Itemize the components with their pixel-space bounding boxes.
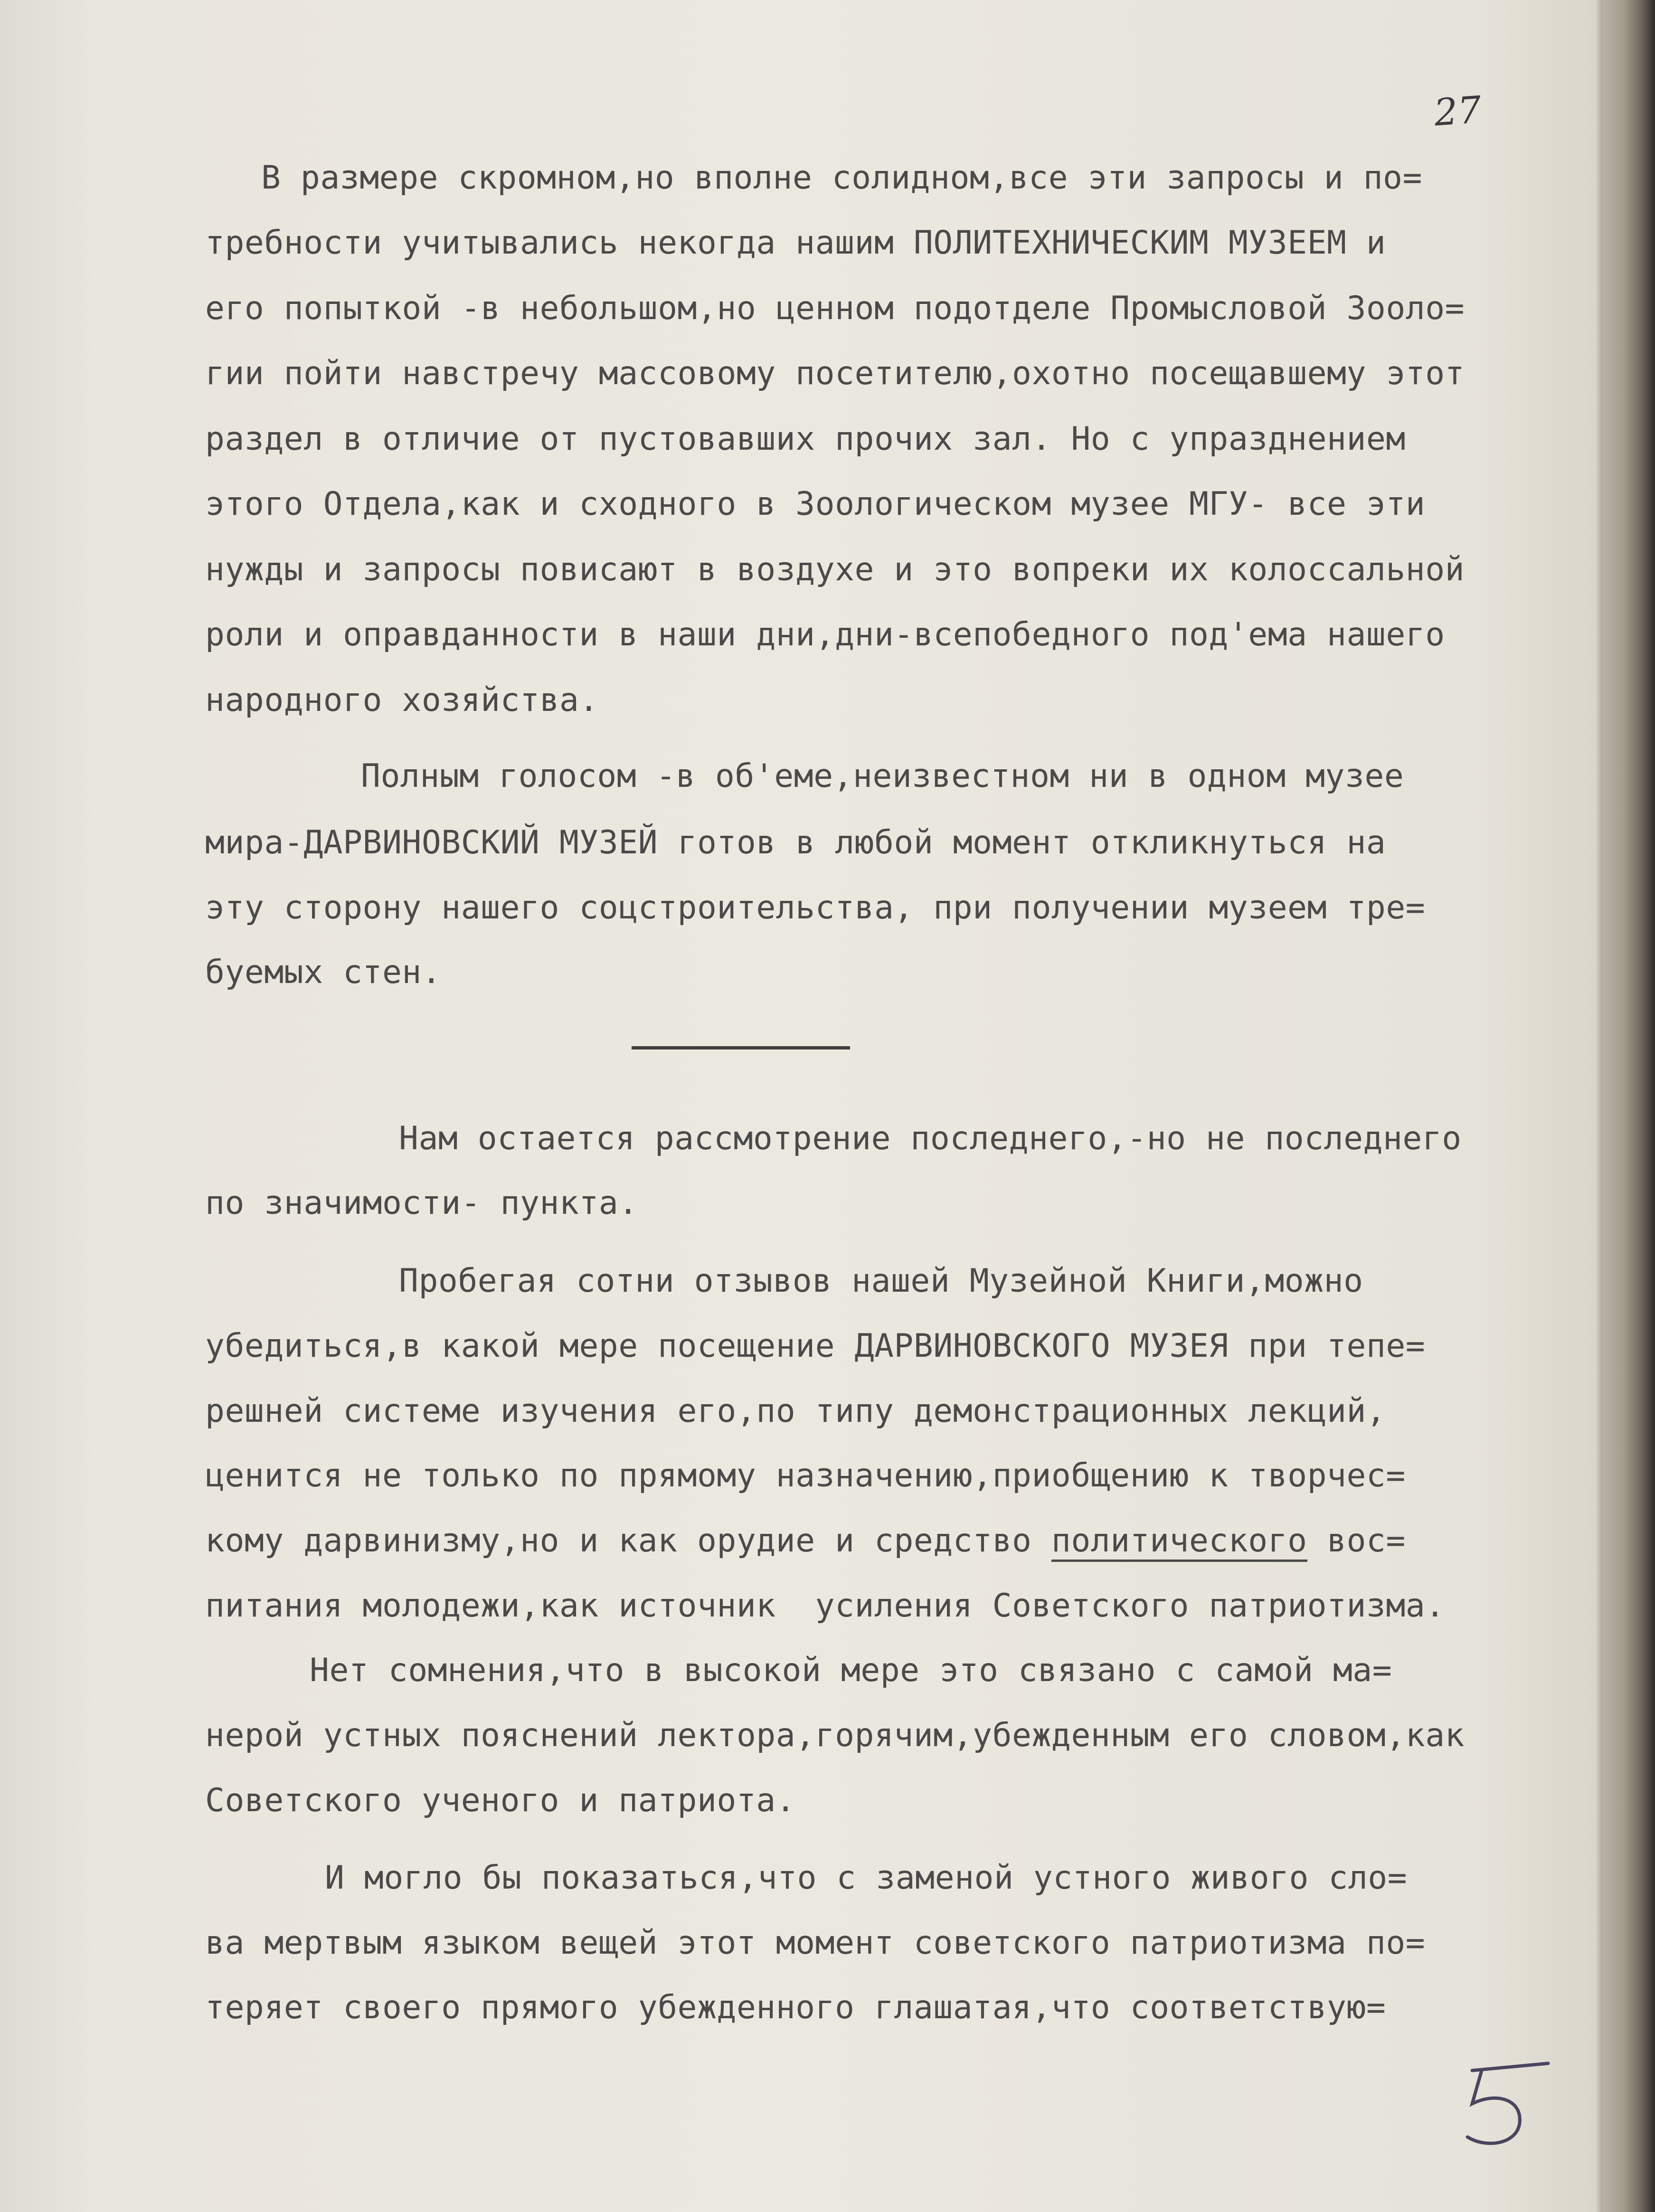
text-line: И могло бы показаться,что с заменой устного живого сло= bbox=[325, 1859, 1408, 1897]
text-line: гии пойти навстречу массовому посетителю,охотно посещавшему этот bbox=[205, 355, 1465, 392]
text-segment: вос= bbox=[1307, 1522, 1406, 1560]
text-line: нерой устных пояснений лектора,горячим,убежденным его словом,как bbox=[205, 1717, 1465, 1754]
text-line: нужды и запросы повисают в воздухе и это вопреки их колоссальной bbox=[205, 551, 1465, 588]
text-line: эту сторону нашего соцстроительства, при получении музеем тре= bbox=[205, 889, 1426, 926]
text-line: решней системе изучения его,по типу демонстрационных лекций, bbox=[205, 1392, 1386, 1430]
text-line: В размере скромном,но вполне солидном,все эти запросы и по= bbox=[261, 159, 1422, 197]
text-line: Полным голосом -в об'еме,неизвестном ни в одном музее bbox=[361, 757, 1404, 795]
text-line: его попыткой -в небольшом,но ценном подотделе Промысловой Зооло= bbox=[205, 290, 1465, 327]
text-line: этого Отдела,как и сходного в Зоологическом музее МГУ- все эти bbox=[205, 485, 1426, 523]
text-line: теряет своего прямого убежденного глашатая,что соответствую= bbox=[205, 1989, 1386, 2026]
text-line: раздел в отличие от пустовавших прочих зал. Но с упразднением bbox=[205, 420, 1406, 458]
section-separator bbox=[632, 1046, 850, 1049]
text-line: убедиться,в какой мере посещение ДАРВИНОВСКОГО МУЗЕЯ при тепе= bbox=[205, 1327, 1426, 1365]
text-line: Нет сомнения,что в высокой мере это связано с самой ма= bbox=[310, 1652, 1392, 1689]
text-line: ценится не только по прямому назначению,приобщению к творчес= bbox=[205, 1457, 1406, 1494]
text-line: Нам остается рассмотрение последнего,-но не последнего bbox=[399, 1120, 1462, 1157]
text-line: питания молодежи,как источник усиления Советского патриотизма. bbox=[205, 1587, 1445, 1625]
text-line bbox=[205, 1522, 1406, 1560]
archive-folio-mark bbox=[1439, 2051, 1558, 2156]
text-line: Советского ученого и патриота. bbox=[205, 1782, 796, 1819]
page-number: 27 bbox=[1432, 88, 1483, 135]
text-segment: кому дарвинизму,но и как орудие и средство bbox=[205, 1522, 1051, 1560]
text-line: буемых стен. bbox=[205, 954, 442, 991]
text-line: роли и оправданности в наши дни,дни-всепобедного под'ема нашего bbox=[205, 616, 1445, 653]
text-line: ва мертвым языком вещей этот момент советского патриотизма по= bbox=[205, 1924, 1426, 1962]
text-line: требности учитывались некогда нашим ПОЛИТЕХНИЧЕСКИМ МУЗЕЕМ и bbox=[205, 224, 1386, 262]
text-line: Пробегая сотни отзывов нашей Музейной Книги,можно bbox=[399, 1262, 1363, 1300]
text-line: мира-ДАРВИНОВСКИЙ МУЗЕЙ готов в любой момент откликнуться на bbox=[205, 824, 1386, 861]
underlined-word: политического bbox=[1051, 1522, 1307, 1562]
underlying-pages-edge bbox=[1603, 0, 1655, 2212]
text-line: по значимости- пункта. bbox=[205, 1184, 638, 1222]
text-line: народного хозяйства. bbox=[205, 681, 599, 719]
